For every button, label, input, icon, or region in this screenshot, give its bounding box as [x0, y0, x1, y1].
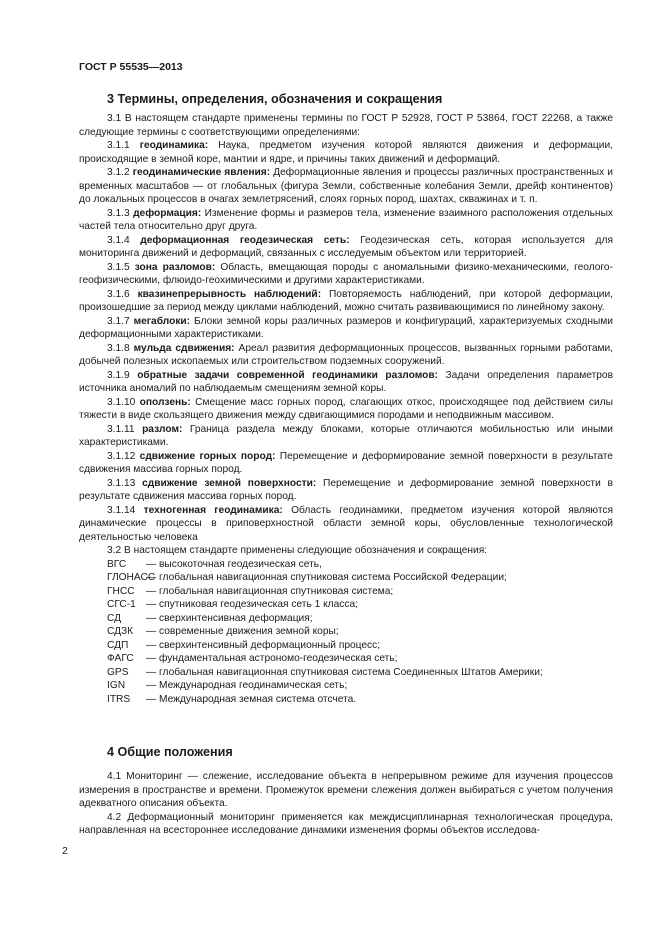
abbreviation-row	[107, 585, 613, 599]
abbreviation-definition: — сверхинтенсивный деформационный процесс;	[146, 639, 381, 651]
term-text: Геодезическая сеть, которая используется для мониторинга движений и деформаций, связанных с исследуемым объектом или территорией.	[79, 234, 613, 259]
abbreviation-code: ВГС	[107, 558, 127, 570]
term-name: обратные задачи современной геодинамики разломов:	[137, 369, 439, 381]
term-number: 3.1.2	[107, 167, 130, 178]
term-text: Смещение масс горных пород, слагающих откос, происходящее под действием силы тяжести в виде скользящего движения между сдвигающимися породами и неподвижным массивом.	[79, 396, 613, 421]
section-3-body	[79, 112, 613, 706]
term-name: техногенная геодинамика:	[143, 504, 283, 516]
term-name: геодинамические явления:	[132, 167, 271, 178]
term-number: 3.1.13	[107, 477, 136, 489]
term-number: 3.1.3	[107, 207, 130, 219]
term-number: 3.1.9	[107, 369, 130, 381]
term-text: Повторяемость наблюдений, при которой деформации, произошедшие за период между циклами наблюдений, можно считать развивающимися по линейному закону.	[79, 288, 613, 313]
abbreviation-row	[107, 679, 613, 693]
abbreviation-code: ГНСС	[107, 585, 135, 597]
terms-intro: 3.1 В настоящем стандарте применены термины по ГОСТ Р 52928, ГОСТ Р 53864, ГОСТ 22268, а также следующие термины с соответствующими определениями:	[79, 113, 613, 138]
term-text: Блоки земной коры различных размеров и конфигураций, характеризуемых сходными деформационными характеристиками.	[79, 315, 613, 340]
paragraph-4-1: 4.1 Мониторинг — слежение, исследование объекта в непрерывном режиме для изучения процессов измерения в пространстве и времени. Промежуток времени слежения должен выбираться с учетом получения адекватного описания объекта.	[79, 771, 613, 809]
term-text: Перемещение и деформирование земной поверхности в результате сдвижения массива горных пород.	[79, 477, 613, 502]
term-definition	[79, 261, 613, 288]
term-text: Перемещение и деформирование земной поверхности в результате сдвижения массива горных пород.	[79, 450, 613, 475]
term-definition	[79, 234, 613, 261]
term-definition	[79, 342, 613, 369]
abbreviation-row	[107, 598, 613, 612]
abbreviation-definition: — Международная геодинамическая сеть;	[146, 680, 348, 691]
section-4-body	[79, 770, 613, 838]
term-text: Наука, предметом изучения которой являются движения и деформации, происходящие в земной коре, мантии и ядре, и причины таких движений и деформаций.	[79, 140, 613, 165]
term-definition	[79, 207, 613, 234]
term-text: Задачи определения параметров источника аномалий по наблюдаемым смещениям земной коры.	[79, 369, 613, 394]
term-text: Граница раздела между блоками, которые отличаются мобильностью или иными характеристиками.	[79, 423, 613, 448]
abbreviation-definition: — глобальная навигационная спутниковая система Российской Федерации;	[146, 572, 507, 583]
abbreviation-code: СГС-1	[107, 599, 136, 610]
term-text: Ареал развития деформационных процессов, вызванных горными работами, добычей полезных ископаемых или строительством подземных сооружений.	[79, 342, 614, 367]
term-number: 3.1.1	[107, 140, 130, 151]
term-name: мегаблоки:	[133, 315, 191, 327]
abbreviation-row	[107, 625, 613, 639]
abbreviation-row	[107, 652, 613, 666]
term-definition	[79, 288, 613, 315]
term-text: Область, вмещающая породы с аномальными физико-механическими, геолого-геофизическими, флюидо-геохимическими и другими характеристиками.	[79, 261, 613, 286]
term-text: Деформационные явления и процессы различных пространственных и временных масштабов — от глобальных (фигура Земли, собственные колебания Земли, дрейф континентов) до локальных процессов в очагах землетрясений, слоях горных пород, шахтах, скважинах и т. п.	[79, 167, 613, 205]
term-name: квазинепрерывность наблюдений:	[137, 288, 322, 300]
term-number: 3.1.10	[107, 396, 136, 408]
abbreviation-code: ITRS	[107, 693, 131, 705]
term-definition	[79, 166, 613, 207]
term-name: сдвижение горных пород:	[139, 450, 276, 462]
term-name: геодинамика:	[139, 140, 209, 151]
abbreviation-code: СДЗК	[107, 626, 134, 637]
term-name: мульда сдвижения:	[133, 342, 235, 354]
term-number: 3.1.12	[107, 450, 136, 462]
term-name: оползень:	[139, 396, 191, 408]
term-definition	[79, 139, 613, 166]
term-list	[79, 139, 613, 544]
abbreviation-definition: — глобальная навигационная спутниковая система;	[146, 585, 394, 597]
abbreviation-row	[107, 571, 613, 585]
term-text: Изменение формы и размеров тела, изменение взаимного расположения отдельных частей тела относительно друг друга.	[79, 207, 613, 232]
document-header: ГОСТ Р 55535—2013	[79, 61, 183, 73]
term-name: разлом:	[142, 423, 183, 435]
abbreviation-code: IGN	[107, 680, 126, 691]
abbreviation-code: GPS	[107, 666, 129, 678]
term-number: 3.1.5	[107, 261, 130, 273]
term-name: деформация:	[133, 207, 202, 219]
abbreviation-row	[107, 693, 613, 707]
term-number: 3.1.4	[107, 234, 130, 246]
abbreviation-code: ГЛОНАСС	[107, 572, 156, 583]
term-name: деформационная геодезическая сеть:	[140, 234, 350, 246]
term-definition	[79, 477, 613, 504]
abbreviation-list	[79, 558, 613, 707]
abbreviation-definition: — глобальная навигационная спутниковая система Соединенных Штатов Америки;	[146, 666, 543, 678]
term-definition	[79, 369, 613, 396]
abbreviation-definition: — спутниковая геодезическая сеть 1 класса;	[146, 599, 358, 610]
abbreviation-row	[107, 666, 613, 680]
section-3-title: 3 Термины, определения, обозначения и сокращения	[107, 92, 443, 106]
term-definition	[79, 423, 613, 450]
abbreviation-row	[107, 612, 613, 626]
term-number: 3.1.6	[107, 288, 130, 300]
term-name: сдвижение земной поверхности:	[142, 477, 317, 489]
abbreviation-row	[107, 558, 613, 572]
abbreviation-code: СДП	[107, 639, 129, 651]
term-definition	[79, 396, 613, 423]
abbreviation-code: СД	[107, 612, 122, 624]
page-number: 2	[62, 845, 68, 857]
abbreviation-definition: — современные движения земной коры;	[146, 626, 339, 637]
term-definition	[79, 315, 613, 342]
abbreviations-intro: 3.2 В настоящем стандарте применены следующие обозначения и сокращения:	[107, 545, 488, 556]
abbreviation-row	[107, 639, 613, 653]
term-number: 3.1.8	[107, 342, 130, 354]
paragraph-4-2: 4.2 Деформационный мониторинг применяется как междисциплинарная технологическая процедура, направленная на всестороннее исследование динамики изменения формы объектов исследова-	[79, 811, 613, 836]
term-definition	[79, 450, 613, 477]
term-number: 3.1.14	[107, 504, 136, 516]
abbreviation-definition: — Международная земная система отсчета.	[146, 693, 357, 705]
term-number: 3.1.11	[107, 423, 135, 435]
abbreviation-definition: — сверхинтенсивная деформация;	[146, 612, 313, 624]
abbreviation-definition: — фундаментальная астрономо-геодезическая сеть;	[146, 653, 398, 664]
term-name: зона разломов:	[134, 261, 216, 273]
term-number: 3.1.7	[107, 315, 130, 327]
abbreviation-code: ФАГС	[107, 653, 134, 664]
section-4-title: 4 Общие положения	[107, 745, 233, 759]
abbreviation-definition: — высокоточная геодезическая сеть,	[146, 558, 322, 570]
term-text: Область геодинамики, предметом изучения которой являются динамические процессы в приповерхностной области земной коры, обусловленные технологической деятельностью человека	[79, 504, 613, 543]
term-definition	[79, 504, 613, 545]
